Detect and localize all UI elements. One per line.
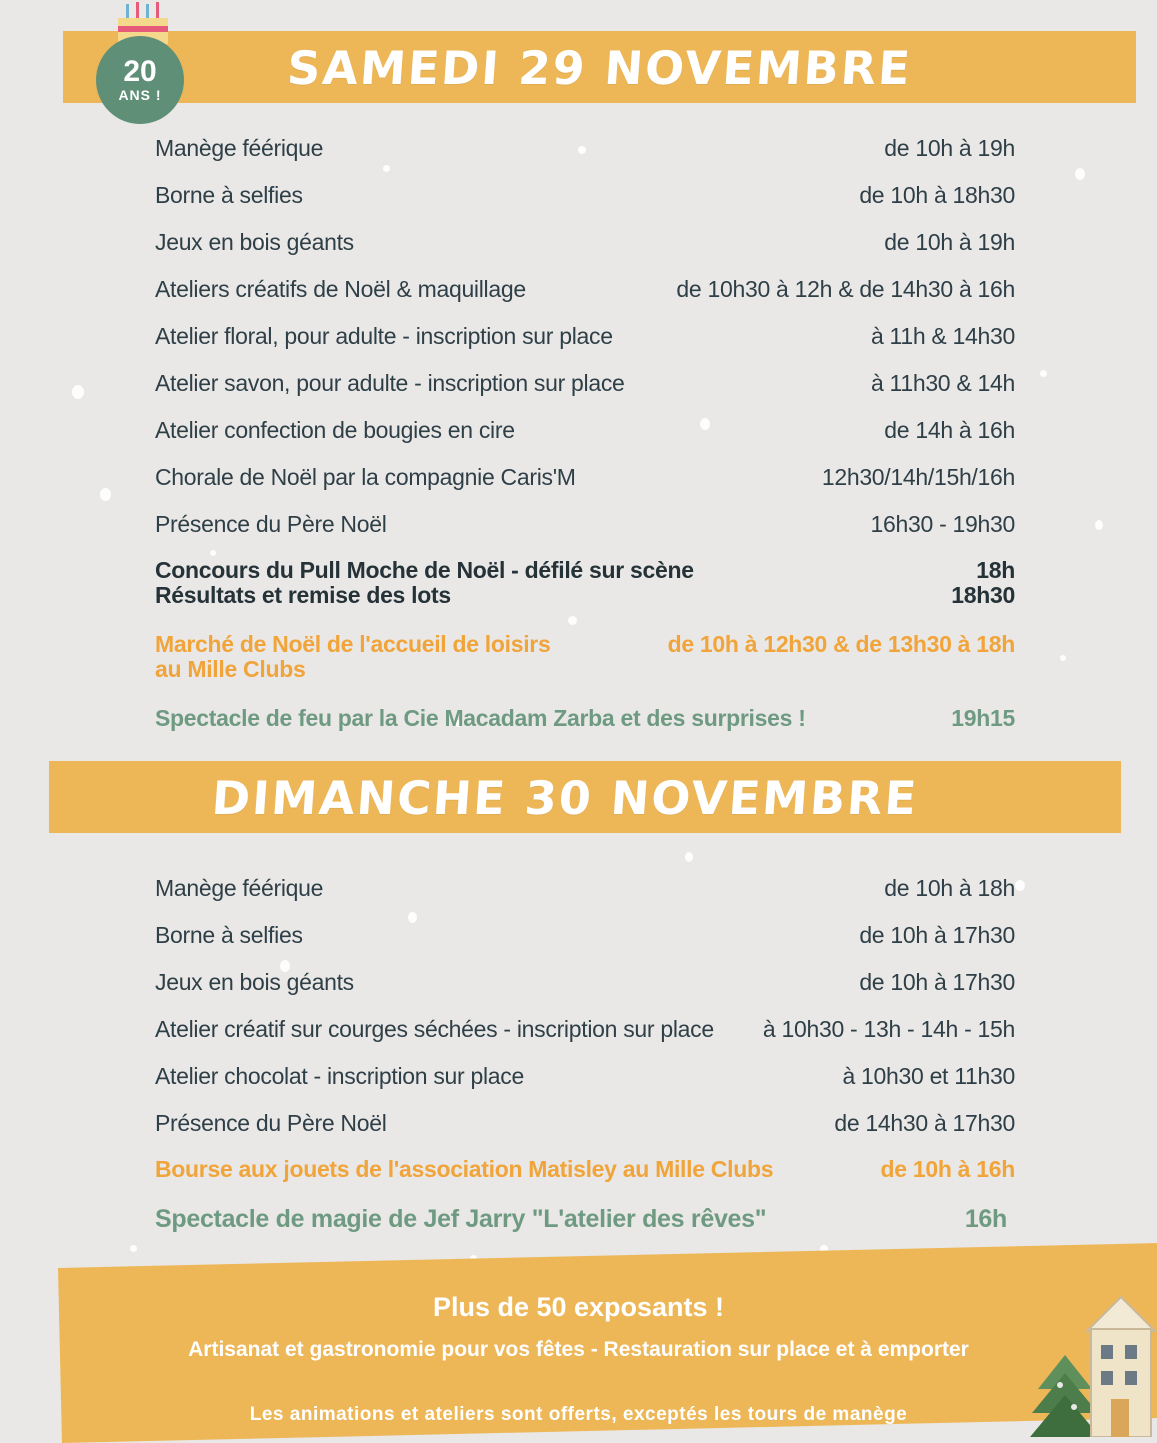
list-item — [155, 182, 1015, 209]
activity-hours: de 10h30 à 12h & de 14h30 à 16h — [676, 276, 1015, 302]
list-item — [155, 1063, 1015, 1090]
list-item — [155, 875, 1015, 902]
activity-hours: de 14h à 16h — [884, 417, 1015, 443]
list-item — [155, 370, 1015, 397]
footer-note: Les animations et ateliers sont offerts, exceptés les tours de manège — [249, 1404, 908, 1425]
market-row-2 — [155, 656, 1015, 683]
magic-show-row — [155, 1205, 1015, 1234]
snowflake — [383, 165, 390, 172]
snowflake — [1040, 370, 1047, 377]
activity-hours: de 10h à 19h — [884, 229, 1015, 255]
list-item — [155, 276, 1015, 303]
badge-number: 20 — [123, 55, 157, 88]
activity-hours: de 10h à 19h — [884, 135, 1015, 161]
sunday-title: DIMANCHE 30 NOVEMBRE — [210, 771, 920, 825]
market-title: Marché de Noël de l'accueil de loisirs — [155, 631, 551, 657]
activity-hours: de 10h à 18h — [884, 875, 1015, 901]
activity-hours: de 10h à 18h30 — [859, 182, 1015, 208]
bourse-row — [155, 1156, 1015, 1183]
activity-name: Manège féérique — [155, 135, 324, 161]
market-hours: de 10h à 12h30 & de 13h30 à 18h — [667, 631, 1015, 657]
house-icon — [1085, 1295, 1157, 1437]
activity-hours: de 10h à 17h30 — [859, 969, 1015, 995]
list-item — [155, 511, 1015, 538]
activity-name: Atelier créatif sur courges séchées - inscription sur place — [155, 1016, 714, 1042]
bourse-title: Bourse aux jouets de l'association Matisley au Mille Clubs — [155, 1156, 774, 1182]
activity-name: Jeux en bois géants — [155, 969, 354, 995]
activity-name: Atelier floral, pour adulte - inscription sur place — [155, 323, 613, 349]
snowflake — [1095, 520, 1103, 530]
saturday-title: SAMEDI 29 NOVEMBRE — [285, 41, 914, 95]
activity-name: Atelier chocolat - inscription sur place — [155, 1063, 524, 1089]
contest-hours: 18h — [976, 557, 1015, 583]
snowflake — [72, 385, 84, 399]
bourse-hours: de 10h à 16h — [880, 1156, 1015, 1182]
activity-hours: à 10h30 - 13h - 14h - 15h — [762, 1016, 1015, 1042]
snowflake — [1015, 880, 1025, 891]
magic-show-hours: 16h — [964, 1205, 1007, 1233]
list-item — [155, 1016, 1015, 1043]
activity-hours: de 14h30 à 17h30 — [834, 1110, 1015, 1136]
list-item — [155, 323, 1015, 350]
activity-hours: à 11h30 & 14h — [870, 370, 1015, 396]
anniversary-badge — [96, 36, 184, 124]
activity-hours: 16h30 - 19h30 — [870, 511, 1015, 537]
badge-label: ANS ! — [118, 87, 162, 103]
activity-name: Chorale de Noël par la compagnie Caris'M — [155, 464, 576, 490]
snowflake — [100, 488, 111, 501]
list-item — [155, 417, 1015, 444]
snowflake — [130, 1245, 137, 1252]
activity-name: Ateliers créatifs de Noël & maquillage — [155, 276, 526, 302]
activity-hours: à 11h & 14h30 — [870, 323, 1015, 349]
market-location: au Mille Clubs — [155, 656, 306, 682]
market-row — [155, 631, 1015, 658]
list-item — [155, 1110, 1015, 1137]
fire-show-hours: 19h15 — [951, 705, 1015, 731]
footer-subline: Artisanat et gastronomie pour vos fêtes - Restauration sur place et à emporter — [188, 1338, 969, 1361]
results-title: Résultats et remise des lots — [155, 582, 451, 608]
fire-show-row — [155, 705, 1015, 732]
footer-headline: Plus de 50 exposants ! — [432, 1292, 725, 1322]
fire-show-title: Spectacle de feu par la Cie Macadam Zarba et des surprises ! — [155, 705, 806, 731]
sunday-banner — [49, 761, 1121, 833]
activity-name: Borne à selfies — [155, 182, 303, 208]
activity-name: Atelier confection de bougies en cire — [155, 417, 515, 443]
activity-hours: à 10h30 et 11h30 — [842, 1063, 1015, 1089]
list-item — [155, 135, 1015, 162]
activity-hours: 12h30/14h/15h/16h — [821, 464, 1015, 490]
list-item — [155, 922, 1015, 949]
activity-name: Présence du Père Noël — [155, 511, 387, 537]
snowflake — [1060, 655, 1066, 661]
snowflake — [210, 550, 216, 556]
magic-show-title: Spectacle de magie de Jef Jarry "L'atelier des rêves" — [155, 1205, 767, 1233]
activity-name: Présence du Père Noël — [155, 1110, 387, 1136]
contest-title: Concours du Pull Moche de Noël - défilé sur scène — [155, 557, 694, 583]
results-hours: 18h30 — [951, 582, 1015, 608]
activity-name: Manège féérique — [155, 875, 324, 901]
snowflake — [685, 852, 693, 862]
saturday-banner — [63, 31, 1136, 103]
activity-name: Borne à selfies — [155, 922, 303, 948]
activity-name: Jeux en bois géants — [155, 229, 354, 255]
list-item — [155, 229, 1015, 256]
contest-row — [155, 557, 1015, 584]
snowflake — [568, 616, 577, 625]
list-item — [155, 464, 1015, 491]
snowflake — [1075, 168, 1085, 180]
activity-name: Atelier savon, pour adulte - inscription sur place — [155, 370, 625, 396]
list-item — [155, 969, 1015, 996]
activity-hours: de 10h à 17h30 — [859, 922, 1015, 948]
results-row — [155, 582, 1015, 609]
